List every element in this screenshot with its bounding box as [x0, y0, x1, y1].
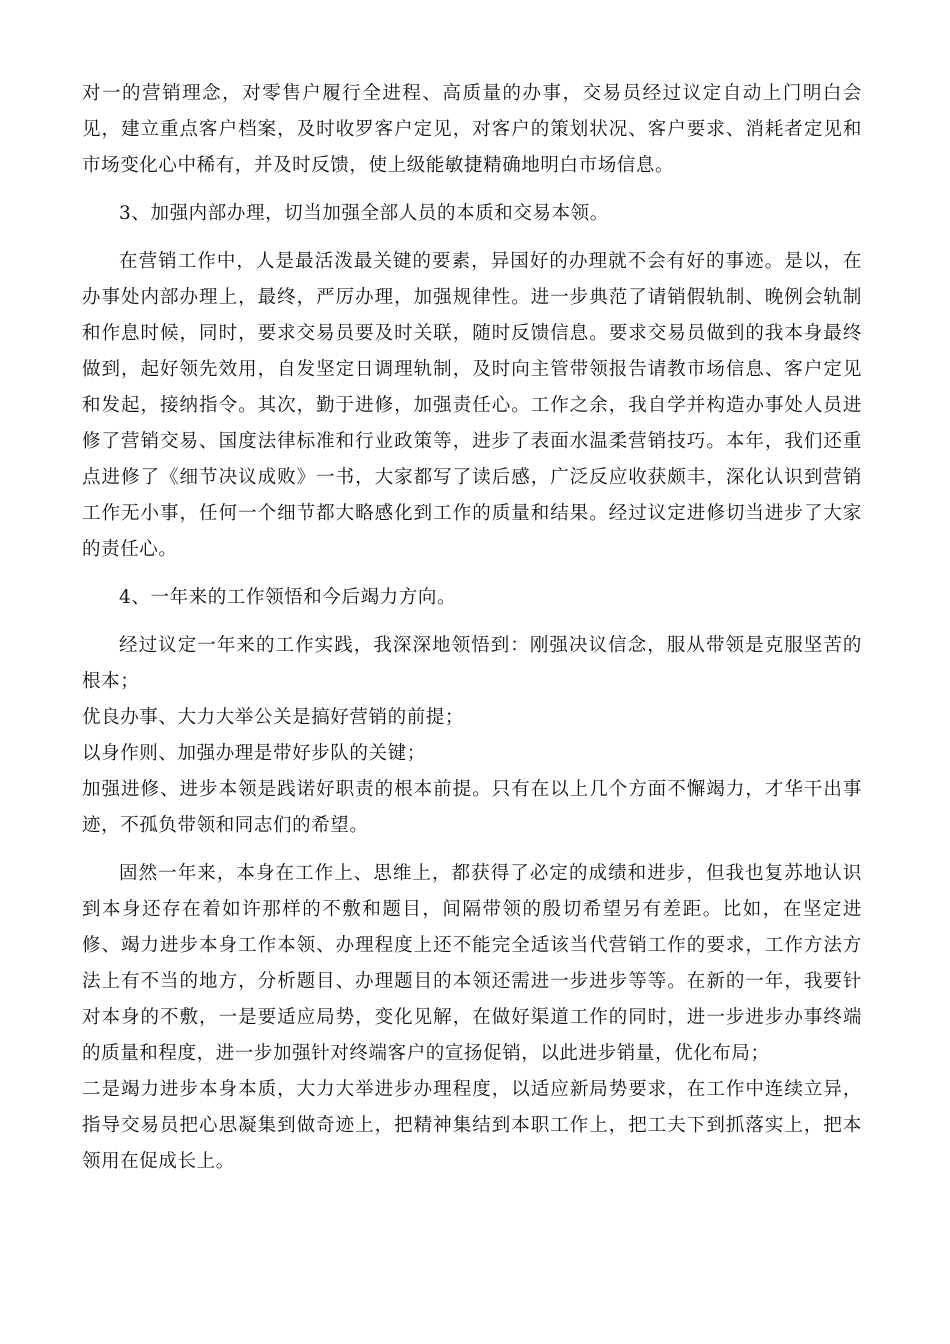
paragraph-7: 以身作则、加强办理是带好步队的关键； — [82, 743, 426, 764]
paragraph-10: 二是竭力进步本身本质，大力大举进步办理程度，以适应新局势要求，在工作中连续立异，指导交易员把心思凝集到做奇迹上，把精神集结到本职工作上，把工夫下到抓落实上，把本领用在促成长上。 — [82, 1079, 862, 1172]
paragraph-5: 经过议定一年来的工作实践，我深深地领悟到：刚强决议信念，服从带领是克服坚苦的根本； — [82, 635, 862, 692]
paragraph-8: 加强进修、进步本领是践诺好职责的根本前提。只有在以上几个方面不懈竭力，才华干出事迹，不孤负带领和同志们的希望。 — [82, 779, 862, 836]
paragraph-6: 优良办事、大力大举公关是搞好营销的前提； — [82, 707, 465, 728]
paragraph-3: 在营销工作中，人是最活泼最关键的要素，异国好的办理就不会有好的事迹。是以，在办事处内部办理上，最终，严厉办理，加强规律性。进一步典范了请销假轨制、晚例会轨制和作息时候，同时，要求交易员要及时关联，随时反馈信息。要求交易员做到的我本身最终做到，起好领先效用，自发坚定日调理轨制，及时向主管带领报告请教市场信息、客户定见和发起，接纳指令。其次，勤于进修，加强责任心。工作之余，我自学并构造办事处人员进修了营销交易、国度法律标准和行业政策等，进步了表面水温柔营销技巧。本年，我们还重点进修了《细节决议成败》一书，大家都写了读后感，广泛反应收获颇丰，深化认识到营销工作无小事，任何一个细节都大略感化到工作的质量和结果。经过议定进修切当进步了大家的责任心。 — [82, 251, 862, 560]
section-heading-3: 3、加强内部办理，切当加强全部人员的本质和交易本领。 — [119, 203, 609, 224]
section-heading-4: 4、一年来的工作领悟和今后竭力方向。 — [119, 587, 457, 608]
paragraph-9: 固然一年来，本身在工作上、思维上，都获得了必定的成绩和进步，但我也复苏地认识到本身还存在着如许那样的不敷和题目，间隔带领的殷切希望另有差距。比如，在坚定进修、竭力进步本身工作本领、办理程度上还不能完全适该当代营销工作的要求，工作方法方法上有不当的地方，分析题目、办理题目的本领还需进一步进步等等。在新的一年，我要针对本身的不敷，一是要适应局势，变化见解，在做好渠道工作的同时，进一步进步办事终端的质量和程度，进一步加强针对终端客户的宣扬促销，以此进步销量，优化布局； — [82, 863, 862, 1064]
document-page — [82, 76, 862, 1192]
paragraph-1: 对一的营销理念，对零售户履行全进程、高质量的办事，交易员经过议定自动上门明白会见，建立重点客户档案，及时收罗客户定见，对客户的策划状况、客户要求、消耗者定见和市场变化心中稀有，并及时反馈，使上级能敏捷精确地明白市场信息。 — [82, 83, 862, 176]
